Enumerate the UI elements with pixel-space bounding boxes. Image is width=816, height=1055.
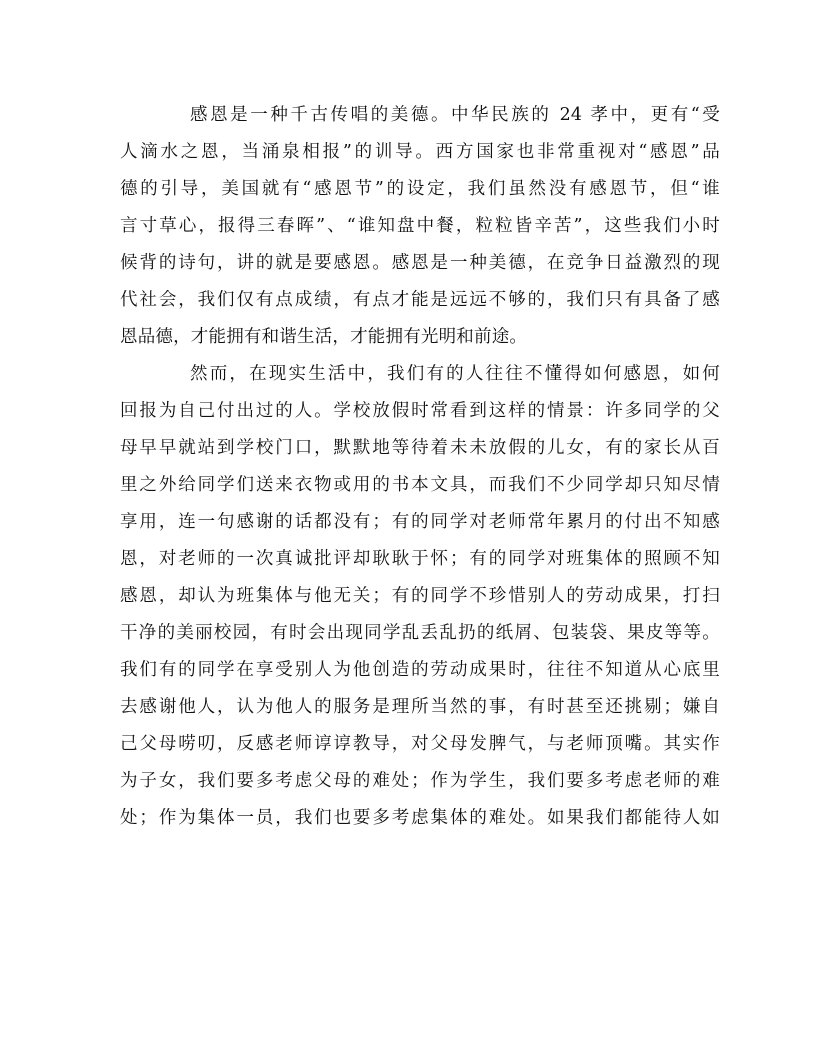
text-line: 感恩是一种千古传唱的美德。中华民族的 24 孝中，更有“受 <box>190 105 720 125</box>
document-body <box>120 97 720 837</box>
text-line: 回报为自己付出过的人。学校放假时常看到这样的情景：许多同学的父 <box>120 401 720 421</box>
text-line: 然而，在现实生活中，我们有的人往往不懂得如何感恩，如何 <box>190 364 720 384</box>
text-line: 候背的诗句，讲的就是要感恩。感恩是一种美德，在竞争日益激烈的现 <box>120 253 720 273</box>
text-line: 恩，对老师的一次真诚批评却耿耿于怀；有的同学对班集体的照顾不知 <box>120 549 720 569</box>
text-line: 处；作为集体一员，我们也要多考虑集体的难处。如果我们都能待人如 <box>120 808 720 828</box>
text-line: 享用，连一句感谢的话都没有；有的同学对老师常年累月的付出不知感 <box>120 512 720 532</box>
paragraph-2 <box>120 356 720 837</box>
text-line: 感恩，却认为班集体与他无关；有的同学不珍惜别人的劳动成果，打扫 <box>120 586 720 606</box>
text-line: 干净的美丽校园，有时会出现同学乱丢乱扔的纸屑、包装袋、果皮等等。 <box>120 623 720 643</box>
text-line: 言寸草心，报得三春晖”、“谁知盘中餐，粒粒皆辛苦”，这些我们小时 <box>120 216 720 236</box>
text-line: 人滴水之恩，当涌泉相报”的训导。西方国家也非常重视对“感恩”品 <box>120 142 720 162</box>
text-line: 母早早就站到学校门口，默默地等待着未未放假的儿女，有的家长从百 <box>120 438 720 458</box>
text-line: 己父母唠叨，反感老师谆谆教导，对父母发脾气，与老师顶嘴。其实作 <box>120 734 720 754</box>
text-line: 代社会，我们仅有点成绩，有点才能是远远不够的，我们只有具备了感 <box>120 290 720 310</box>
text-line: 里之外给同学们送来衣物或用的书本文具，而我们不少同学却只知尽情 <box>120 475 720 495</box>
text-line: 德的引导，美国就有“感恩节”的设定，我们虽然没有感恩节，但“谁 <box>120 179 720 199</box>
text-line: 为子女，我们要多考虑父母的难处；作为学生，我们要多考虑老师的难 <box>120 771 720 791</box>
text-line: 我们有的同学在享受别人为他创造的劳动成果时，往往不知道从心底里 <box>120 660 720 680</box>
text-line: 去感谢他人，认为他人的服务是理所当然的事，有时甚至还挑剔；嫌自 <box>120 697 720 717</box>
paragraph-1 <box>120 97 720 356</box>
text-line: 恩品德，才能拥有和谐生活，才能拥有光明和前途。 <box>120 327 528 347</box>
